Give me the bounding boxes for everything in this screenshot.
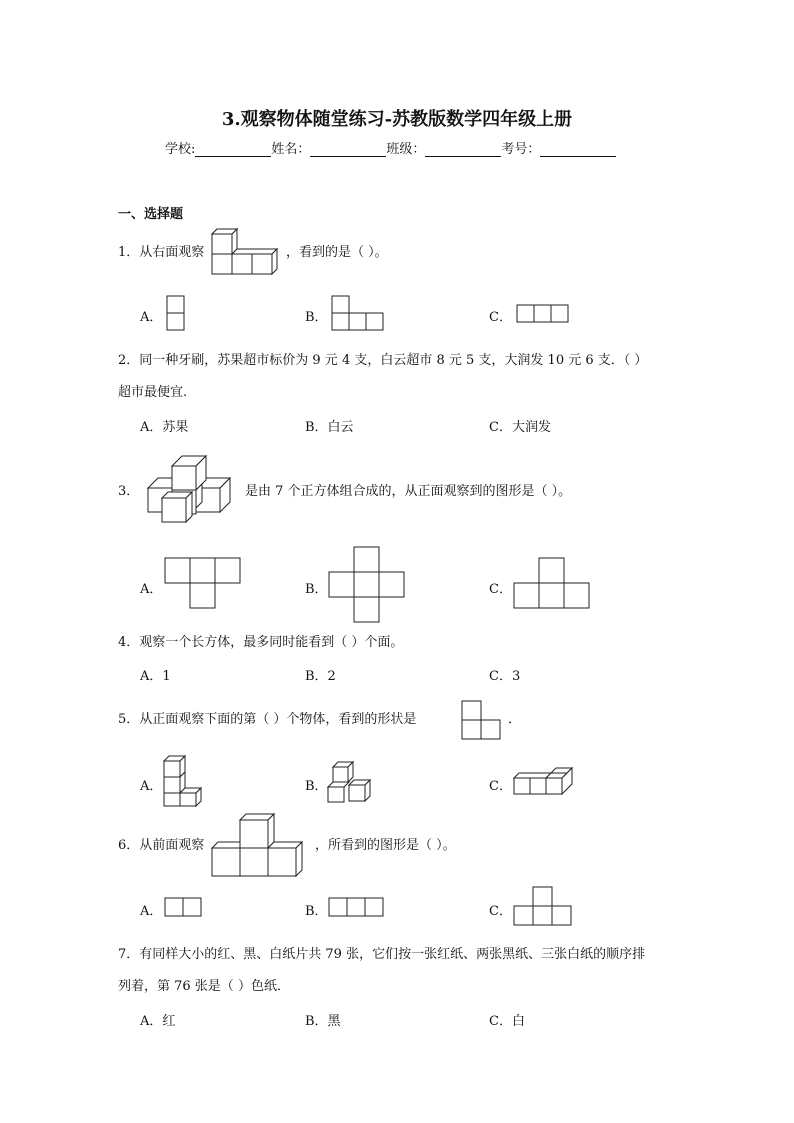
number-label: 考号： [501, 142, 541, 157]
question-1-text-before: 1．从右面观察 [118, 245, 205, 260]
question-1-figure [210, 228, 282, 274]
question-6-text-before: 6．从前面观察 [118, 838, 205, 853]
q4-option-c[interactable]: C．3 [489, 669, 521, 684]
question-5-text-after: ． [508, 712, 522, 727]
q2-option-a[interactable]: A．苏果 [140, 420, 189, 435]
q6-option-c-label[interactable]: C． [489, 904, 512, 919]
question-1 [118, 243, 204, 263]
q1-option-b-figure [331, 295, 385, 331]
question-7-line-1: 7．有同样大小的红、黑、白纸片共 79 张，它们按一张红纸、两张黑纸、三张白纸的顺序排 [118, 947, 646, 962]
q4-option-a[interactable]: A．1 [140, 669, 171, 684]
student-info-line [165, 138, 616, 157]
school-blank[interactable] [195, 142, 271, 157]
q3-option-c-label[interactable]: C． [489, 582, 512, 597]
name-blank[interactable] [310, 142, 386, 157]
number-blank[interactable] [540, 142, 616, 157]
q3-option-c-figure [513, 557, 593, 611]
q5-option-c-label[interactable]: C． [489, 779, 512, 794]
q2-option-c[interactable]: C．大润发 [489, 420, 551, 435]
question-2-line-1: 2．同一种牙刷，苏果超市标价为 9 元 4 支，白云超市 8 元 5 支，大润发 10 元 6 支．（ ） [118, 353, 648, 368]
q1-option-c-figure [516, 304, 570, 324]
question-2-line-2: 超市最便宜. [118, 385, 188, 400]
q3-option-b-label[interactable]: B． [305, 582, 328, 597]
q7-option-a[interactable]: A．红 [140, 1014, 176, 1029]
q5-option-b-figure [327, 761, 373, 803]
q5-option-a-figure [163, 755, 203, 807]
q3-option-a-figure [164, 557, 244, 611]
section-heading: 一、选择题 [118, 207, 184, 222]
question-3-text-after: 是由 7 个正方体组合成的，从正面观察到的图形是（ ）。 [245, 484, 572, 499]
q4-option-b[interactable]: B．2 [305, 669, 336, 684]
question-1-text-after: ，看到的是（ ）。 [286, 245, 388, 260]
question-5-target-figure [461, 700, 501, 740]
q1-option-a-figure [167, 296, 185, 330]
school-label: 学校: [165, 142, 196, 157]
question-6-text-after: ，所看到的图形是（ ）。 [315, 838, 456, 853]
q2-option-b[interactable]: B．白云 [305, 420, 354, 435]
q6-option-b-label[interactable]: B． [305, 904, 328, 919]
q3-option-b-figure [328, 546, 408, 626]
question-4-text: 4．观察一个长方体，最多同时能看到（ ）个面。 [118, 635, 404, 650]
question-6-figure [210, 812, 306, 878]
q6-option-a-label[interactable]: A． [140, 904, 163, 919]
question-3-number: 3． [118, 484, 140, 499]
q5-option-c-figure [513, 768, 573, 798]
question-5-text-before: 5．从正面观察下面的第（ ）个物体，看到的形状是 [118, 712, 417, 727]
class-label: 班级： [386, 142, 426, 157]
q1-option-c-label[interactable]: C． [489, 310, 512, 325]
q5-option-b-label[interactable]: B． [305, 779, 328, 794]
page-title: 3.观察物体随堂练习-苏教版数学四年级上册 [221, 109, 573, 130]
q7-option-b[interactable]: B．黑 [305, 1014, 341, 1029]
name-label: 姓名： [271, 142, 311, 157]
question-7-line-2: 列着，第 76 张是（ ）色纸． [118, 979, 290, 994]
q3-option-a-label[interactable]: A． [140, 582, 163, 597]
q6-option-c-figure [513, 886, 573, 928]
q1-option-b-label[interactable]: B． [305, 310, 328, 325]
q6-option-b-figure [328, 897, 386, 917]
q1-option-a-label[interactable]: A． [140, 310, 163, 325]
q7-option-c[interactable]: C．白 [489, 1014, 525, 1029]
question-3-figure [146, 452, 236, 524]
q6-option-a-figure [164, 897, 204, 917]
q5-option-a-label[interactable]: A． [140, 779, 163, 794]
class-blank[interactable] [425, 142, 501, 157]
